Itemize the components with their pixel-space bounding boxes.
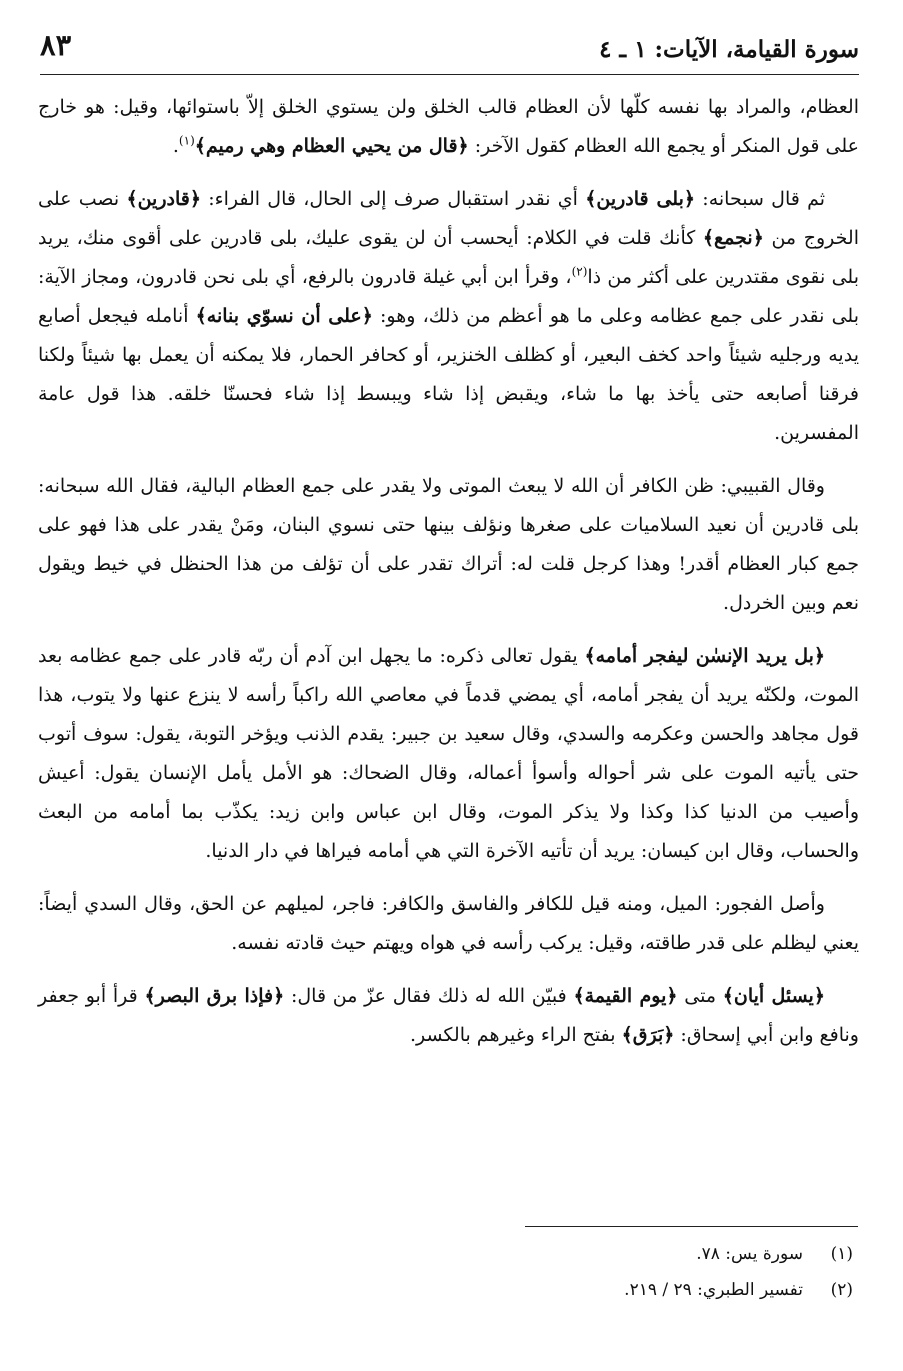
paragraph (38, 180, 859, 453)
page-number: ٨٣ (40, 28, 72, 62)
footnote (200, 1236, 853, 1272)
quran-quote: ﴿يسئل أيان﴾ (722, 985, 825, 1007)
text-segment: فبيّن الله له ذلك فقال عزّ من قال: (284, 985, 574, 1007)
quran-quote: ﴿بل يريد الإنسٰن ليفجر أمامه﴾ (584, 645, 826, 667)
text-segment: العظام، والمراد بها نفسه كلّها لأن العظام قالب الخلق ولن يستوي الخلق إلاّ باستوائها، وقيل: هو خارج على قول المنكر أو يجمع الله العظام كقول الآخر: (38, 96, 859, 157)
text-segment: بفتح الراء وغيرهم بالكسر. (409, 1024, 622, 1046)
page-header (40, 26, 859, 72)
footnote-reference: (٢) (571, 264, 588, 279)
footnote-text: سورة يس: ٧٨. (696, 1244, 803, 1264)
footnote-text: تفسير الطبري: ٢٩ / ٢١٩. (624, 1280, 803, 1300)
text-segment: متى (677, 985, 723, 1007)
quran-quote: ﴿على أن نسوّي بنانه﴾ (195, 305, 373, 327)
text-segment: . (172, 135, 179, 157)
quran-quote: ﴿قادرين﴾ (126, 188, 201, 210)
paragraph (38, 637, 859, 871)
quran-quote: ﴿بَرَق﴾ (621, 1024, 675, 1046)
footnote-number: (١) (830, 1244, 853, 1264)
footnote-number: (٢) (830, 1280, 853, 1300)
footnote-reference: (١) (178, 133, 195, 148)
text-segment: أي نقدر استقبال صرف إلى الحال، قال الفراء: (200, 188, 586, 210)
quran-quote: ﴿نجمع﴾ (702, 227, 764, 249)
text-segment: قرأ أبو جعفر ونافع وابن أبي إسحاق: (38, 985, 859, 1046)
quran-quote: ﴿بلى قادرين﴾ (585, 188, 696, 210)
text-segment: يقول تعالى ذكره: ما يجهل ابن آدم أن ربّه قادر على جمع عظامه بعد الموت، ولكنّه يريد أن يفجر أمامه، أي يمضي قدماً في معاصي الله راكباً رأسه لا ينزع عنها ولا يتوب، هذا قول مجاهد والحسن وعكرمه والسدي، وقال سعيد بن جبير: يقدم الذنب ويؤخر التوبة، يقول: سوف أتوب حتى يأتيه الموت على شر أحواله وأسوأ أعماله، وقال الضحاك: هو الأمل يأمل الإنسان يقول: أعيش وأصيب من الدنيا كذا وكذا ولا يذكر الموت، وقال ابن عباس وابن زيد: يكذّب بما أمامه من البعث والحساب، وقال ابن كيسان: يريد أن تأتيه الآخرة التي هي أمامه فيراها في دار الدنيا. (38, 645, 859, 862)
text-segment: وقال القبيبي: ظن الكافر أن الله لا يبعث الموتى ولا يقدر على جمع العظام البالية، فقال الله سبحانه: بلى قادرين أن نعيد السلاميات على صغرها ونؤلف بينها حتى نسوي البنان، ومَنْ يقدر على هذا فهو على جمع كبار العظام أقدر! وهذا كرجل قلت له: أتراك تقدر على أن تؤلف من هذا الحنظل في خيط ويقول نعم وبين الخردل. (38, 475, 859, 614)
paragraph (38, 977, 859, 1055)
paragraph (38, 88, 859, 166)
header-divider (40, 74, 859, 75)
text-segment: كأنك قلت في الكلام: أيحسب أن لن يقوى عليك، بلى قادرين على أقوى منك، يريد بلى نقوى مقتدرين على أكثر من ذا (38, 227, 859, 288)
body-text (38, 88, 859, 1055)
footnote-divider (525, 1226, 858, 1227)
paragraph (38, 885, 859, 963)
quran-quote: ﴿يوم القيمة﴾ (573, 985, 678, 1007)
quran-quote: ﴿فإذا برق البصر﴾ (144, 985, 285, 1007)
footnotes (200, 1236, 853, 1308)
running-title: سورة القيامة، الآيات: ١ ـ ٤ (599, 36, 859, 63)
paragraph (38, 467, 859, 623)
text-segment: أنامله فيجعل أصابع يديه ورجليه شيئاً واحد كخف البعير، أو كظلف الخنزير، أو كحافر الحمار، فلا يمكنه أن يعمل بها شيئاً ولكنا فرقنا أصابعه حتى يأخذ بها ما شاء، ويقبض إذا شاء ويبسط إذا شاء فحسنّا خلقه. هذا قول عامة المفسرين. (38, 305, 859, 444)
text-segment: وأصل الفجور: الميل، ومنه قيل للكافر والفاسق والكافر: فاجر، لميلهم عن الحق، وقال السدي أيضاً: يعني ليظلم على قدر طاقته، وقيل: يركب رأسه في هواه ويهتم حيث قادته نفسه. (38, 893, 859, 954)
quran-quote: ﴿قال من يحيي العظام وهي رميم﴾ (194, 135, 469, 157)
footnote (200, 1272, 853, 1308)
text-segment: ، وقرأ ابن أبي غيلة قادرون بالرفع، أي بلى نحن قادرون، ومجاز الآية: بلى نقدر على جمع عظامه وعلى ما هو أعظم من ذلك، وهو: (38, 266, 859, 327)
text-segment: ثم قال سبحانه: (695, 188, 826, 210)
text-segment: نصب على الخروج من (38, 188, 859, 249)
